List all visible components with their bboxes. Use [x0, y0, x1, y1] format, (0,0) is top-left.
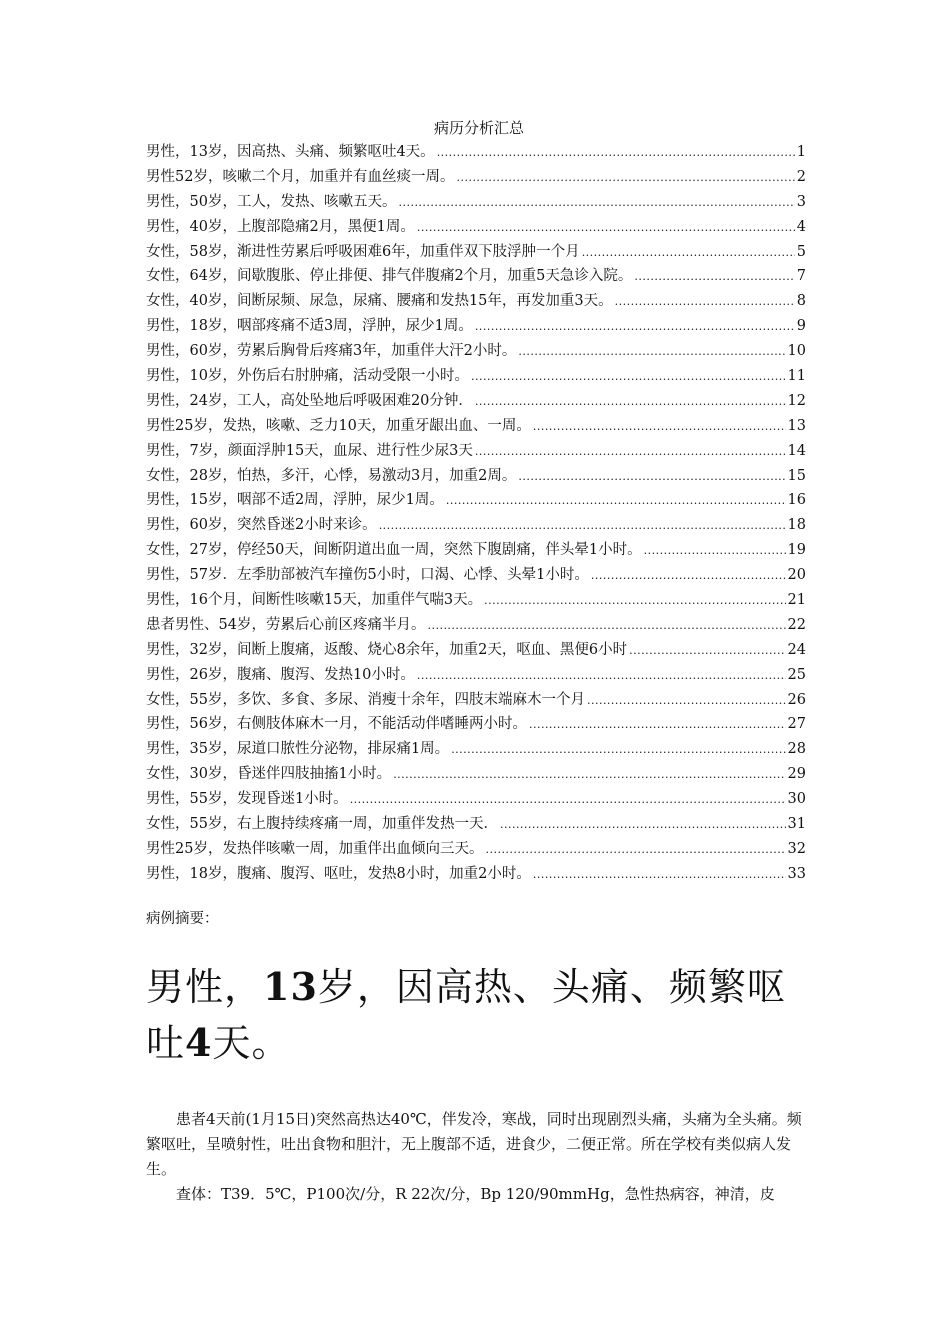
toc-entry-text: 男性，18岁，咽部疼痛不适3周，浮肿，尿少1周。 — [146, 318, 473, 335]
toc-entry-text: 女性，55岁，多饮、多食、多尿、消瘦十余年，四肢末端麻木一个月 — [146, 691, 585, 708]
toc-leader-dots — [446, 489, 786, 513]
toc-entry[interactable] — [146, 563, 806, 588]
toc-entry-page-number: 4 — [796, 218, 806, 235]
toc-entry-page-number: 19 — [787, 542, 806, 559]
case-heading-age: 13 — [263, 963, 318, 1009]
toc-leader-dots — [427, 614, 785, 638]
toc-entry-text: 男性，26岁，腹痛、腹泻、发热10小时。 — [146, 666, 415, 683]
toc-leader-dots — [417, 664, 786, 688]
toc-leader-dots — [533, 863, 786, 887]
case-heading — [146, 959, 806, 1071]
toc-leader-dots — [582, 241, 795, 265]
toc-entry[interactable] — [146, 712, 806, 737]
toc-leader-dots — [379, 514, 786, 538]
toc-entry[interactable] — [146, 837, 806, 862]
toc-entry-page-number: 20 — [787, 567, 806, 584]
toc-leader-dots — [451, 738, 785, 762]
case-heading-text: 岁，因高热、头痛、频繁呕吐 — [146, 964, 786, 1065]
toc-entry[interactable] — [146, 215, 806, 240]
toc-entry[interactable] — [146, 289, 806, 314]
toc-leader-dots — [615, 290, 795, 314]
toc-entry-text: 男性，32岁，间断上腹痛，返酸、烧心8余年，加重2天，呕血、黑便6小时 — [146, 641, 628, 658]
toc-entry-text: 男性，50岁，工人，发热、咳嗽五天。 — [146, 193, 397, 210]
toc-entry-text: 女性，28岁，怕热，多汗，心悸，易激动3月，加重2周。 — [146, 467, 517, 484]
toc-entry-page-number: 18 — [787, 517, 806, 534]
toc-leader-dots — [587, 689, 786, 713]
toc-leader-dots — [529, 713, 786, 737]
toc-entry[interactable] — [146, 663, 806, 688]
toc-leader-dots — [393, 763, 785, 787]
toc-entry[interactable] — [146, 787, 806, 812]
toc-entry-text: 女性，30岁，昏迷伴四肢抽搐1小时。 — [146, 766, 392, 783]
toc-entry-page-number: 24 — [787, 641, 806, 658]
toc-entry-page-number: 10 — [787, 343, 806, 360]
toc-entry[interactable] — [146, 588, 806, 613]
toc-entry[interactable] — [146, 140, 806, 165]
toc-entry-text: 女性，58岁，渐进性劳累后呼吸困难6年，加重伴双下肢浮肿一个月 — [146, 243, 580, 260]
toc-entry[interactable] — [146, 688, 806, 713]
toc-entry-page-number: 31 — [787, 816, 806, 833]
toc-entry[interactable] — [146, 439, 806, 464]
toc-entry-text: 男性，55岁，发现昏迷1小时。 — [146, 791, 348, 808]
summary-label: 病例摘要： — [146, 910, 219, 927]
toc-leader-dots — [485, 838, 785, 862]
toc-entry[interactable] — [146, 464, 806, 489]
toc-entry-text: 女性，55岁，右上腹持续疼痛一周，加重伴发热一天． — [146, 816, 498, 833]
toc-entry-page-number: 12 — [787, 392, 806, 409]
toc-entry-text: 男性，15岁，咽部不适2周，浮肿，尿少1周。 — [146, 492, 444, 509]
toc-entry-page-number: 33 — [787, 865, 806, 882]
case-heading-text: 男性， — [146, 964, 264, 1009]
toc-entry-page-number: 14 — [787, 442, 806, 459]
toc-leader-dots — [471, 365, 786, 389]
toc-entry-page-number: 1 — [796, 144, 806, 160]
toc-leader-dots — [484, 589, 785, 613]
toc-entry-page-number: 8 — [796, 293, 806, 310]
toc-entry-text: 男性，10岁，外伤后右肘肿痛，活动受限一小时。 — [146, 368, 469, 385]
toc-entry-page-number: 15 — [787, 467, 806, 484]
toc-leader-dots — [629, 639, 785, 663]
toc-entry-page-number: 16 — [787, 492, 806, 509]
toc-leader-dots — [533, 415, 786, 439]
toc-entry-page-number: 9 — [796, 318, 806, 335]
toc-entry[interactable] — [146, 613, 806, 638]
toc-entry-text: 男性，56岁，右侧肢体麻木一月，不能活动伴嗜睡两小时。 — [146, 716, 527, 733]
toc-entry[interactable] — [146, 762, 806, 787]
toc-leader-dots — [634, 265, 794, 289]
toc-entry-text: 男性，24岁，工人，高处坠地后呼吸困难20分钟． — [146, 392, 473, 409]
toc-entry-text: 男性，16个月，间断性咳嗽15天，加重伴气喘3天。 — [146, 592, 483, 609]
toc-entry[interactable] — [146, 638, 806, 663]
toc-entry[interactable] — [146, 737, 806, 762]
toc-entry-text: 男性25岁，发热，咳嗽、乏力10天，加重牙龈出血、一周。 — [146, 417, 531, 434]
toc-leader-dots — [518, 340, 785, 364]
toc-entry[interactable] — [146, 488, 806, 513]
toc-leader-dots — [475, 440, 786, 464]
toc-list — [146, 140, 806, 887]
toc-entry-text: 女性，27岁，停经50天，间断阴道出血一周，突然下腹剧痛，伴头晕1小时。 — [146, 542, 642, 559]
toc-leader-dots — [475, 315, 795, 339]
case-heading-text: 天。 — [212, 1020, 291, 1065]
toc-entry-page-number: 7 — [796, 268, 806, 285]
case-paragraph-history: 患者4天前(1月15日)突然高热达40℃，伴发冷，寒战，同时出现剧烈头痛，头痛为全头痛。频繁呕吐，呈喷射性，吐出食物和胆汁，无上腹部不适，进食少，二便正常。所在学校有类似病人发生。 — [146, 1109, 802, 1178]
toc-entry-text: 男性，18岁，腹痛、腹泻、呕吐，发热8小时，加重2小时。 — [146, 865, 531, 882]
toc-entry[interactable] — [146, 339, 806, 364]
toc-entry-page-number: 32 — [787, 840, 806, 857]
toc-entry[interactable] — [146, 190, 806, 215]
toc-entry-text: 男性，7岁，颜面浮肿15天，血尿、进行性少尿3天 — [146, 442, 473, 459]
toc-entry-text: 男性，40岁，上腹部隐痛2月，黑便1周。 — [146, 218, 415, 235]
toc-entry-text: 男性25岁，发热伴咳嗽一周，加重伴出血倾向三天。 — [146, 840, 484, 857]
toc-entry[interactable] — [146, 812, 806, 837]
document-page — [146, 118, 806, 1207]
toc-entry-page-number: 30 — [787, 791, 806, 808]
toc-entry[interactable] — [146, 389, 806, 414]
toc-entry-text: 男性，60岁，突然昏迷2小时来诊。 — [146, 517, 377, 534]
toc-entry-page-number: 25 — [787, 666, 806, 683]
toc-leader-dots — [518, 465, 785, 489]
toc-entry-page-number: 26 — [787, 691, 806, 708]
case-paragraph-exam: 查体：T39．5℃，P100次/分，R 22次/分，Bp 120/90mmHg，急性热病容，神清，皮 — [176, 1184, 775, 1203]
toc-entry[interactable] — [146, 264, 806, 289]
toc-entry-text: 男性，35岁，尿道口脓性分泌物，排尿痛1周。 — [146, 741, 450, 758]
toc-entry[interactable] — [146, 240, 806, 265]
toc-entry-page-number: 29 — [787, 766, 806, 783]
toc-entry-page-number: 2 — [796, 168, 806, 185]
toc-entry-text: 患者男性、54岁，劳累后心前区疼痛半月。 — [146, 616, 426, 633]
toc-leader-dots — [500, 813, 786, 837]
toc-entry-text: 女性，64岁，间歇腹胀、停止排便、排气伴腹痛2个月，加重5天急诊入院。 — [146, 268, 633, 285]
toc-entry-page-number: 11 — [787, 368, 806, 385]
toc-entry-text: 男性，60岁，劳累后胸骨后疼痛3年，加重伴大汗2小时。 — [146, 343, 517, 360]
toc-leader-dots — [417, 216, 795, 240]
toc-entry[interactable] — [146, 513, 806, 538]
toc-leader-dots — [437, 141, 795, 165]
toc-leader-dots — [644, 539, 786, 563]
toc-entry[interactable] — [146, 414, 806, 439]
toc-entry-text: 女性，40岁，间断尿频、尿急，尿痛、腰痛和发热15年，再发加重3天。 — [146, 293, 613, 310]
toc-entry-page-number: 27 — [787, 716, 806, 733]
toc-entry-page-number: 22 — [787, 616, 806, 633]
toc-entry[interactable] — [146, 314, 806, 339]
toc-entry-text: 男性，57岁．左季肋部被汽车撞伤5小时，口渴、心悸、头晕1小时。 — [146, 567, 589, 584]
toc-title: 病历分析汇总 — [433, 119, 524, 137]
toc-entry-page-number: 5 — [796, 243, 806, 260]
toc-entry-page-number: 28 — [787, 741, 806, 758]
toc-entry-page-number: 13 — [787, 417, 806, 434]
toc-entry[interactable] — [146, 364, 806, 389]
toc-entry[interactable] — [146, 862, 806, 887]
toc-entry[interactable] — [146, 165, 806, 190]
toc-entry-page-number: 3 — [796, 193, 806, 210]
toc-leader-dots — [456, 166, 794, 190]
toc-entry[interactable] — [146, 538, 806, 563]
toc-entry-text: 男性52岁，咳嗽二个月，加重并有血丝痰一周。 — [146, 168, 455, 185]
toc-leader-dots — [475, 390, 786, 414]
toc-entry-text: 男性，13岁，因高热、头痛、频繁呕吐4天。 — [146, 144, 435, 160]
toc-entry-page-number: 21 — [787, 592, 806, 609]
toc-leader-dots — [591, 564, 786, 588]
case-heading-days: 4 — [185, 1019, 213, 1065]
toc-leader-dots — [398, 191, 794, 215]
toc-leader-dots — [350, 788, 786, 812]
